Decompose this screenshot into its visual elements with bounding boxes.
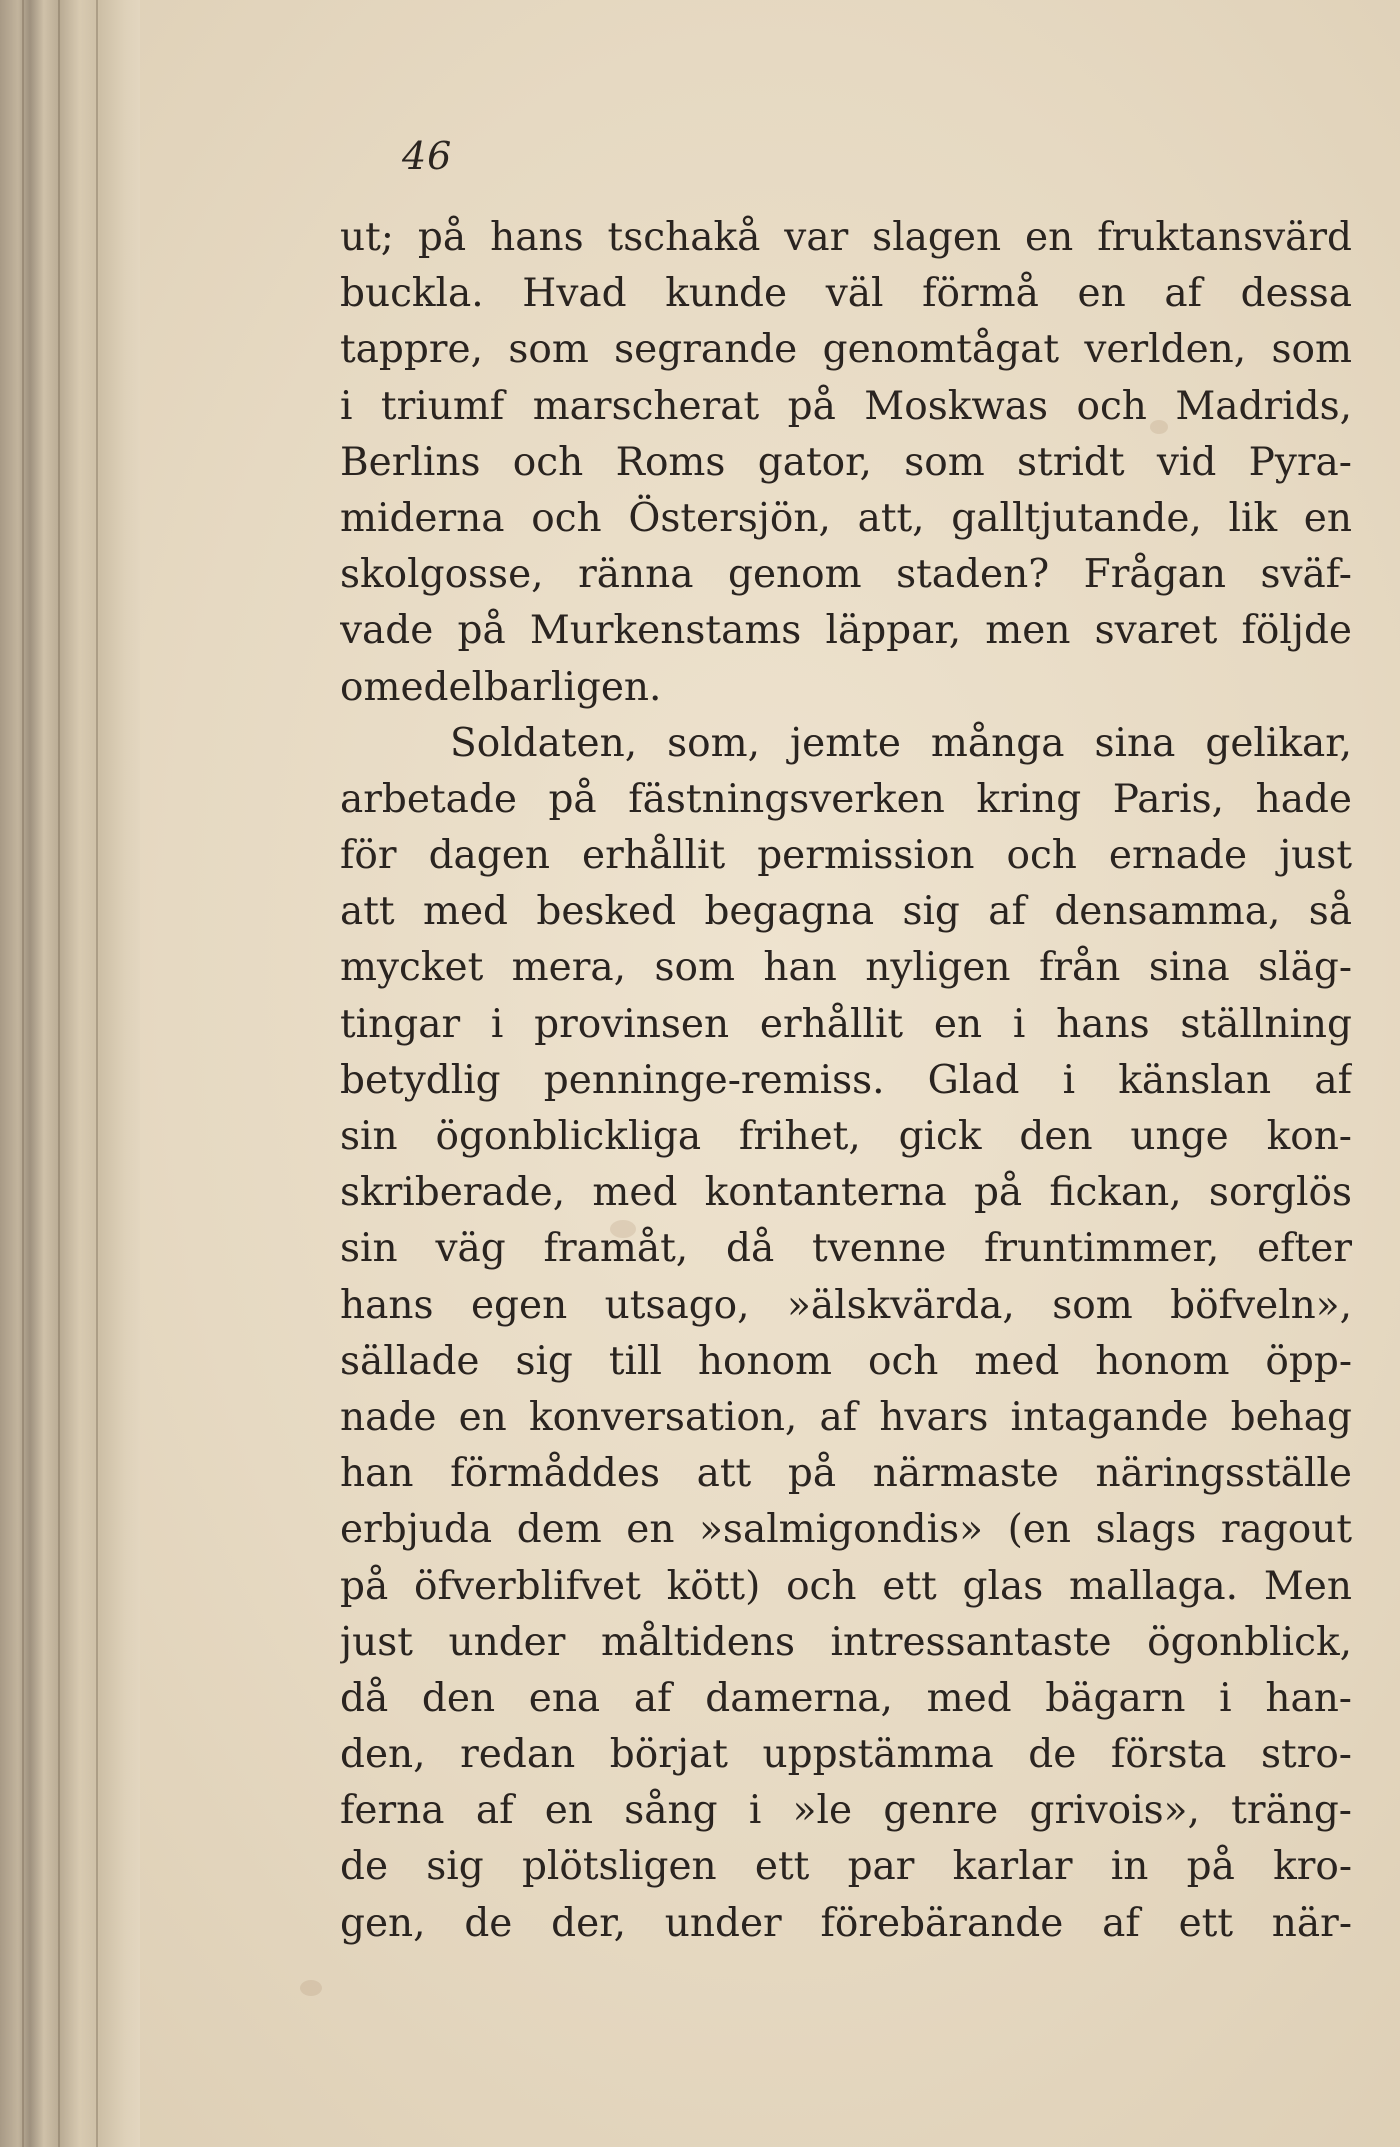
text-line: den, redan börjat uppstämma de första stro- <box>340 1732 1352 1778</box>
text-line: sin ögonblickliga frihet, gick den unge kon- <box>340 1114 1352 1159</box>
body-text <box>340 210 1352 1952</box>
binding-edge-line <box>22 0 24 2147</box>
binding-edge-line <box>96 0 98 2147</box>
paper-stain <box>300 1980 322 1996</box>
text-line: just under måltidens intressantaste ögonblick, <box>340 1619 1352 1665</box>
text-line: arbetade på fästningsverken kring Paris, hade <box>340 776 1352 822</box>
text-line: skriberade, med kontanterna på fickan, sorglös <box>340 1170 1352 1216</box>
text-line: skolgosse, ränna genom staden? Frågan sväf- <box>340 552 1352 598</box>
text-line: för dagen erhållit permission och ernade just <box>340 833 1352 879</box>
text-line: ut; på hans tschakå var slagen en fruktansvärd <box>340 215 1352 260</box>
text-line: Berlins och Roms gator, som stridt vid Pyra- <box>340 439 1352 485</box>
text-line: miderna och Östersjön, att, galltjutande, lik en <box>340 495 1352 541</box>
text-line: ferna af en sång i »le genre grivois», träng- <box>340 1788 1352 1834</box>
page-number: 46 <box>402 134 453 178</box>
text-line: tingar i provinsen erhållit en i hans ställning <box>340 1001 1352 1047</box>
text-line: gen, de der, under förebärande af ett när- <box>340 1900 1352 1946</box>
text-line: sällade sig till honom och med honom öpp- <box>340 1338 1352 1384</box>
text-line: erbjuda dem en »salmigondis» (en slags ragout <box>340 1507 1352 1553</box>
text-line: i triumf marscherat på Moskwas och Madrids, <box>340 383 1352 429</box>
text-line: hans egen utsago, »älskvärda, som böfveln», <box>340 1282 1352 1328</box>
text-line: att med besked begagna sig af densamma, så <box>340 889 1352 935</box>
text-line: han förmåddes att på närmaste näringsställe <box>340 1451 1352 1497</box>
text-line: sin väg framåt, då tvenne fruntimmer, efter <box>340 1226 1352 1272</box>
text-line: buckla. Hvad kunde väl förmå en af dessa <box>340 271 1352 317</box>
paragraph-start-line: Soldaten, som, jemte många sina gelikar, <box>450 720 1352 766</box>
binding-edge-line <box>58 0 60 2147</box>
text-line: betydlig penninge-remiss. Glad i känslan af <box>340 1057 1352 1103</box>
text-line: tappre, som segrande genomtågat verlden, som <box>340 327 1352 373</box>
text-line: nade en konversation, af hvars intagande behag <box>340 1394 1352 1440</box>
text-line: på öfverblifvet kött) och ett glas mallaga. Men <box>340 1563 1352 1609</box>
text-line: mycket mera, som han nyligen från sina släg- <box>340 945 1352 991</box>
text-line: vade på Murkenstams läppar, men svaret följde <box>340 608 1352 654</box>
book-binding-gutter <box>0 0 140 2147</box>
text-line: då den ena af damerna, med bägarn i han- <box>340 1675 1352 1721</box>
text-line: de sig plötsligen ett par karlar in på kro- <box>340 1844 1352 1890</box>
text-line: omedelbarligen. <box>340 664 662 710</box>
